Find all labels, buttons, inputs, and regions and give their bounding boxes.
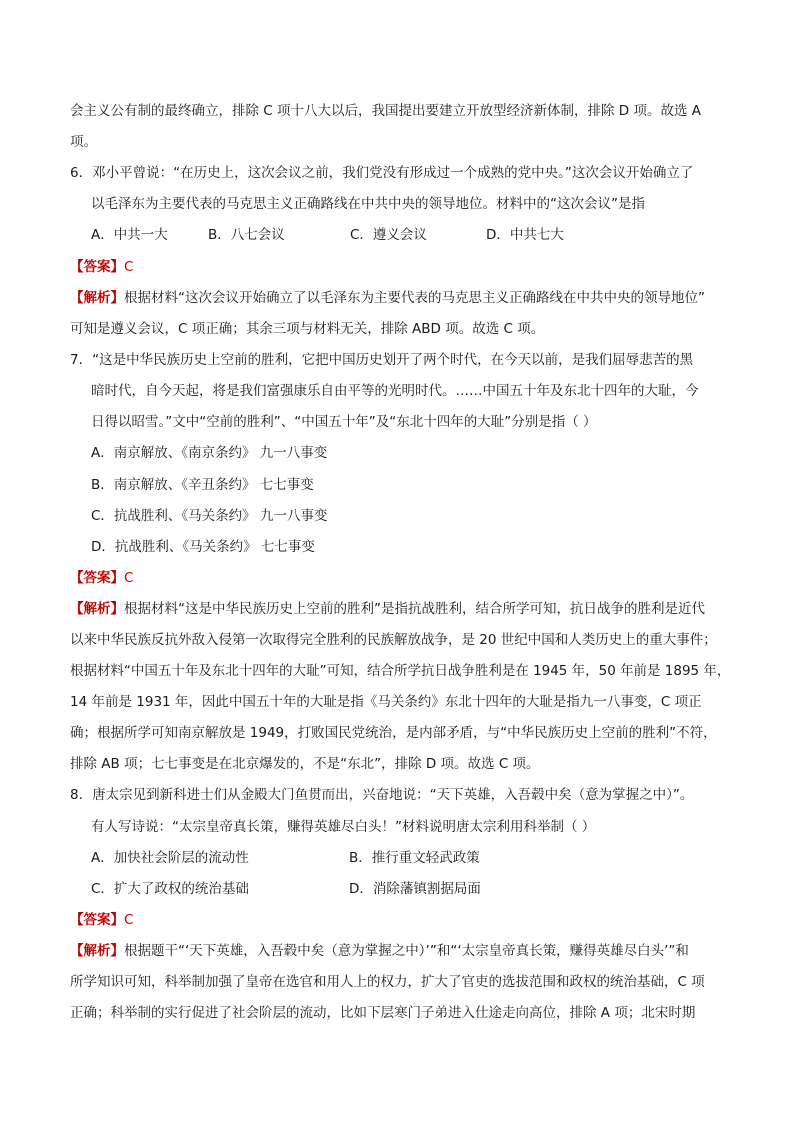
intro-line-2: 项。 — [70, 134, 97, 150]
q7-option-d: D．抗战胜利、《马关条约》 七七事变 — [91, 539, 315, 555]
q6-analysis-line-2: 可知是遵义会议，C 项正确；其余三项与材料无关，排除 ABD 项。故选 C 项。 — [70, 321, 545, 337]
q7-option-a: A．南京解放、《南京条约》 九一八事变 — [91, 445, 328, 461]
q7-analysis-line-1 — [70, 599, 705, 619]
q7-option-b: B．南京解放、《辛丑条约》 七七事变 — [91, 477, 314, 493]
q8-analysis-line-2: 所学知识可知，科举制加强了皇帝在选官和用人上的权力，扩大了官吏的选拔范围和政权的统治基础，C 项 — [70, 974, 705, 990]
q7-analysis-line-6: 排除 AB 项；七七事变是在北京爆发的，不是“东北”，排除 D 项。故选 C 项。 — [70, 756, 540, 772]
q7-analysis-line-2: 以来中华民族反抗外敌入侵第一次取得完全胜利的民族解放战争，是 20 世纪中国和人类历史上的重大事件； — [70, 632, 717, 648]
intro-line-1: 会主义公有制的最终确立，排除 C 项十八大以后，我国提出要建立开放型经济新体制，排除 D 项。故选 A — [70, 103, 702, 119]
q8-option-b: B．推行重文轻武政策 — [349, 850, 480, 866]
q8-analysis-line-1 — [70, 941, 689, 961]
analysis-tag: 【解析】 — [70, 290, 124, 306]
q7-analysis-line-5: 确；根据所学可知南京解放是 1949，打败国民党统治，是内部矛盾，与“中华民族历史上空前的胜利”不符， — [70, 725, 717, 741]
q6-analysis-line-1 — [70, 288, 705, 308]
answer-value: C — [124, 570, 134, 586]
q8-stem-line-2: 有人写诗说：“太宗皇帝真长策，赚得英雄尽白头！”材料说明唐太宗利用科举制（ ） — [91, 819, 596, 835]
q6-option-b: B．八七会议 — [208, 227, 285, 243]
q7-answer — [70, 568, 133, 588]
q7-analysis-line-4: 14 年前是 1931 年，因此中国五十年的大耻是指《马关条约》东北十四年的大耻是指九一八事变，C 项正 — [70, 694, 702, 710]
q7-option-c: C．抗战胜利、《马关条约》 九一八事变 — [91, 508, 328, 524]
analysis-text: 根据材料“这是中华民族历史上空前的胜利”是指抗战胜利，结合所学可知，抗日战争的胜利是近代 — [124, 601, 705, 617]
q8-option-d: D．消除藩镇割据局面 — [349, 881, 481, 897]
q8-option-c: C．扩大了政权的统治基础 — [91, 881, 249, 897]
q6-stem-line-2: 以毛泽东为主要代表的马克思主义正确路线在中共中央的领导地位。材料中的“这次会议”是指 — [91, 196, 645, 212]
q6-option-c: C．遵义会议 — [350, 227, 427, 243]
analysis-tag: 【解析】 — [70, 943, 124, 959]
q7-stem-line-3: 日得以昭雪。”文中“空前的胜利”、“中国五十年”及“东北十四年的大耻”分别是指（ ） — [91, 414, 597, 430]
q6-answer — [70, 257, 133, 277]
analysis-text: 根据材料“这次会议开始确立了以毛泽东为主要代表的马克思主义正确路线在中共中央的领导地位” — [124, 290, 705, 306]
answer-tag: 【答案】 — [70, 570, 124, 586]
answer-tag: 【答案】 — [70, 912, 124, 928]
q8-analysis-line-3: 正确；科举制的实行促进了社会阶层的流动，比如下层寒门子弟进入仕途走向高位，排除 A 项；北宋时期 — [70, 1005, 696, 1021]
analysis-text: 根据题干“‘天下英雄，入吾毂中矣（意为掌握之中）’”和“‘太宗皇帝真长策，赚得英雄尽白头’”和 — [124, 943, 689, 959]
q7-analysis-line-3: 根据材料“中国五十年及东北十四年的大耻”可知，结合所学抗日战争胜利是在 1945 年，50 年前是 1895 年， — [70, 663, 731, 679]
q8-stem-line-1: 8．唐太宗见到新科进士们从金殿大门鱼贯而出，兴奋地说：“天下英雄，入吾毂中矣（意为掌握之中）”。 — [70, 787, 694, 803]
q7-stem-line-1: 7．“这是中华民族历史上空前的胜利，它把中国历史划开了两个时代，在今天以前，是我们屈辱悲苦的黑 — [70, 352, 694, 368]
q8-answer — [70, 910, 133, 930]
q6-option-a: A．中共一大 — [91, 227, 168, 243]
q6-stem-line-1: 6．邓小平曾说：“在历史上，这次会议之前，我们党没有形成过一个成熟的党中央。”这次会议开始确立了 — [70, 165, 694, 181]
answer-value: C — [124, 259, 134, 275]
analysis-tag: 【解析】 — [70, 601, 124, 617]
q7-stem-line-2: 暗时代，自今天起，将是我们富强康乐自由平等的光明时代。……中国五十年及东北十四年的大耻，今 — [91, 383, 699, 399]
answer-value: C — [124, 912, 134, 928]
q8-option-a: A．加快社会阶层的流动性 — [91, 850, 249, 866]
q6-option-d: D．中共七大 — [486, 227, 564, 243]
answer-tag: 【答案】 — [70, 259, 124, 275]
